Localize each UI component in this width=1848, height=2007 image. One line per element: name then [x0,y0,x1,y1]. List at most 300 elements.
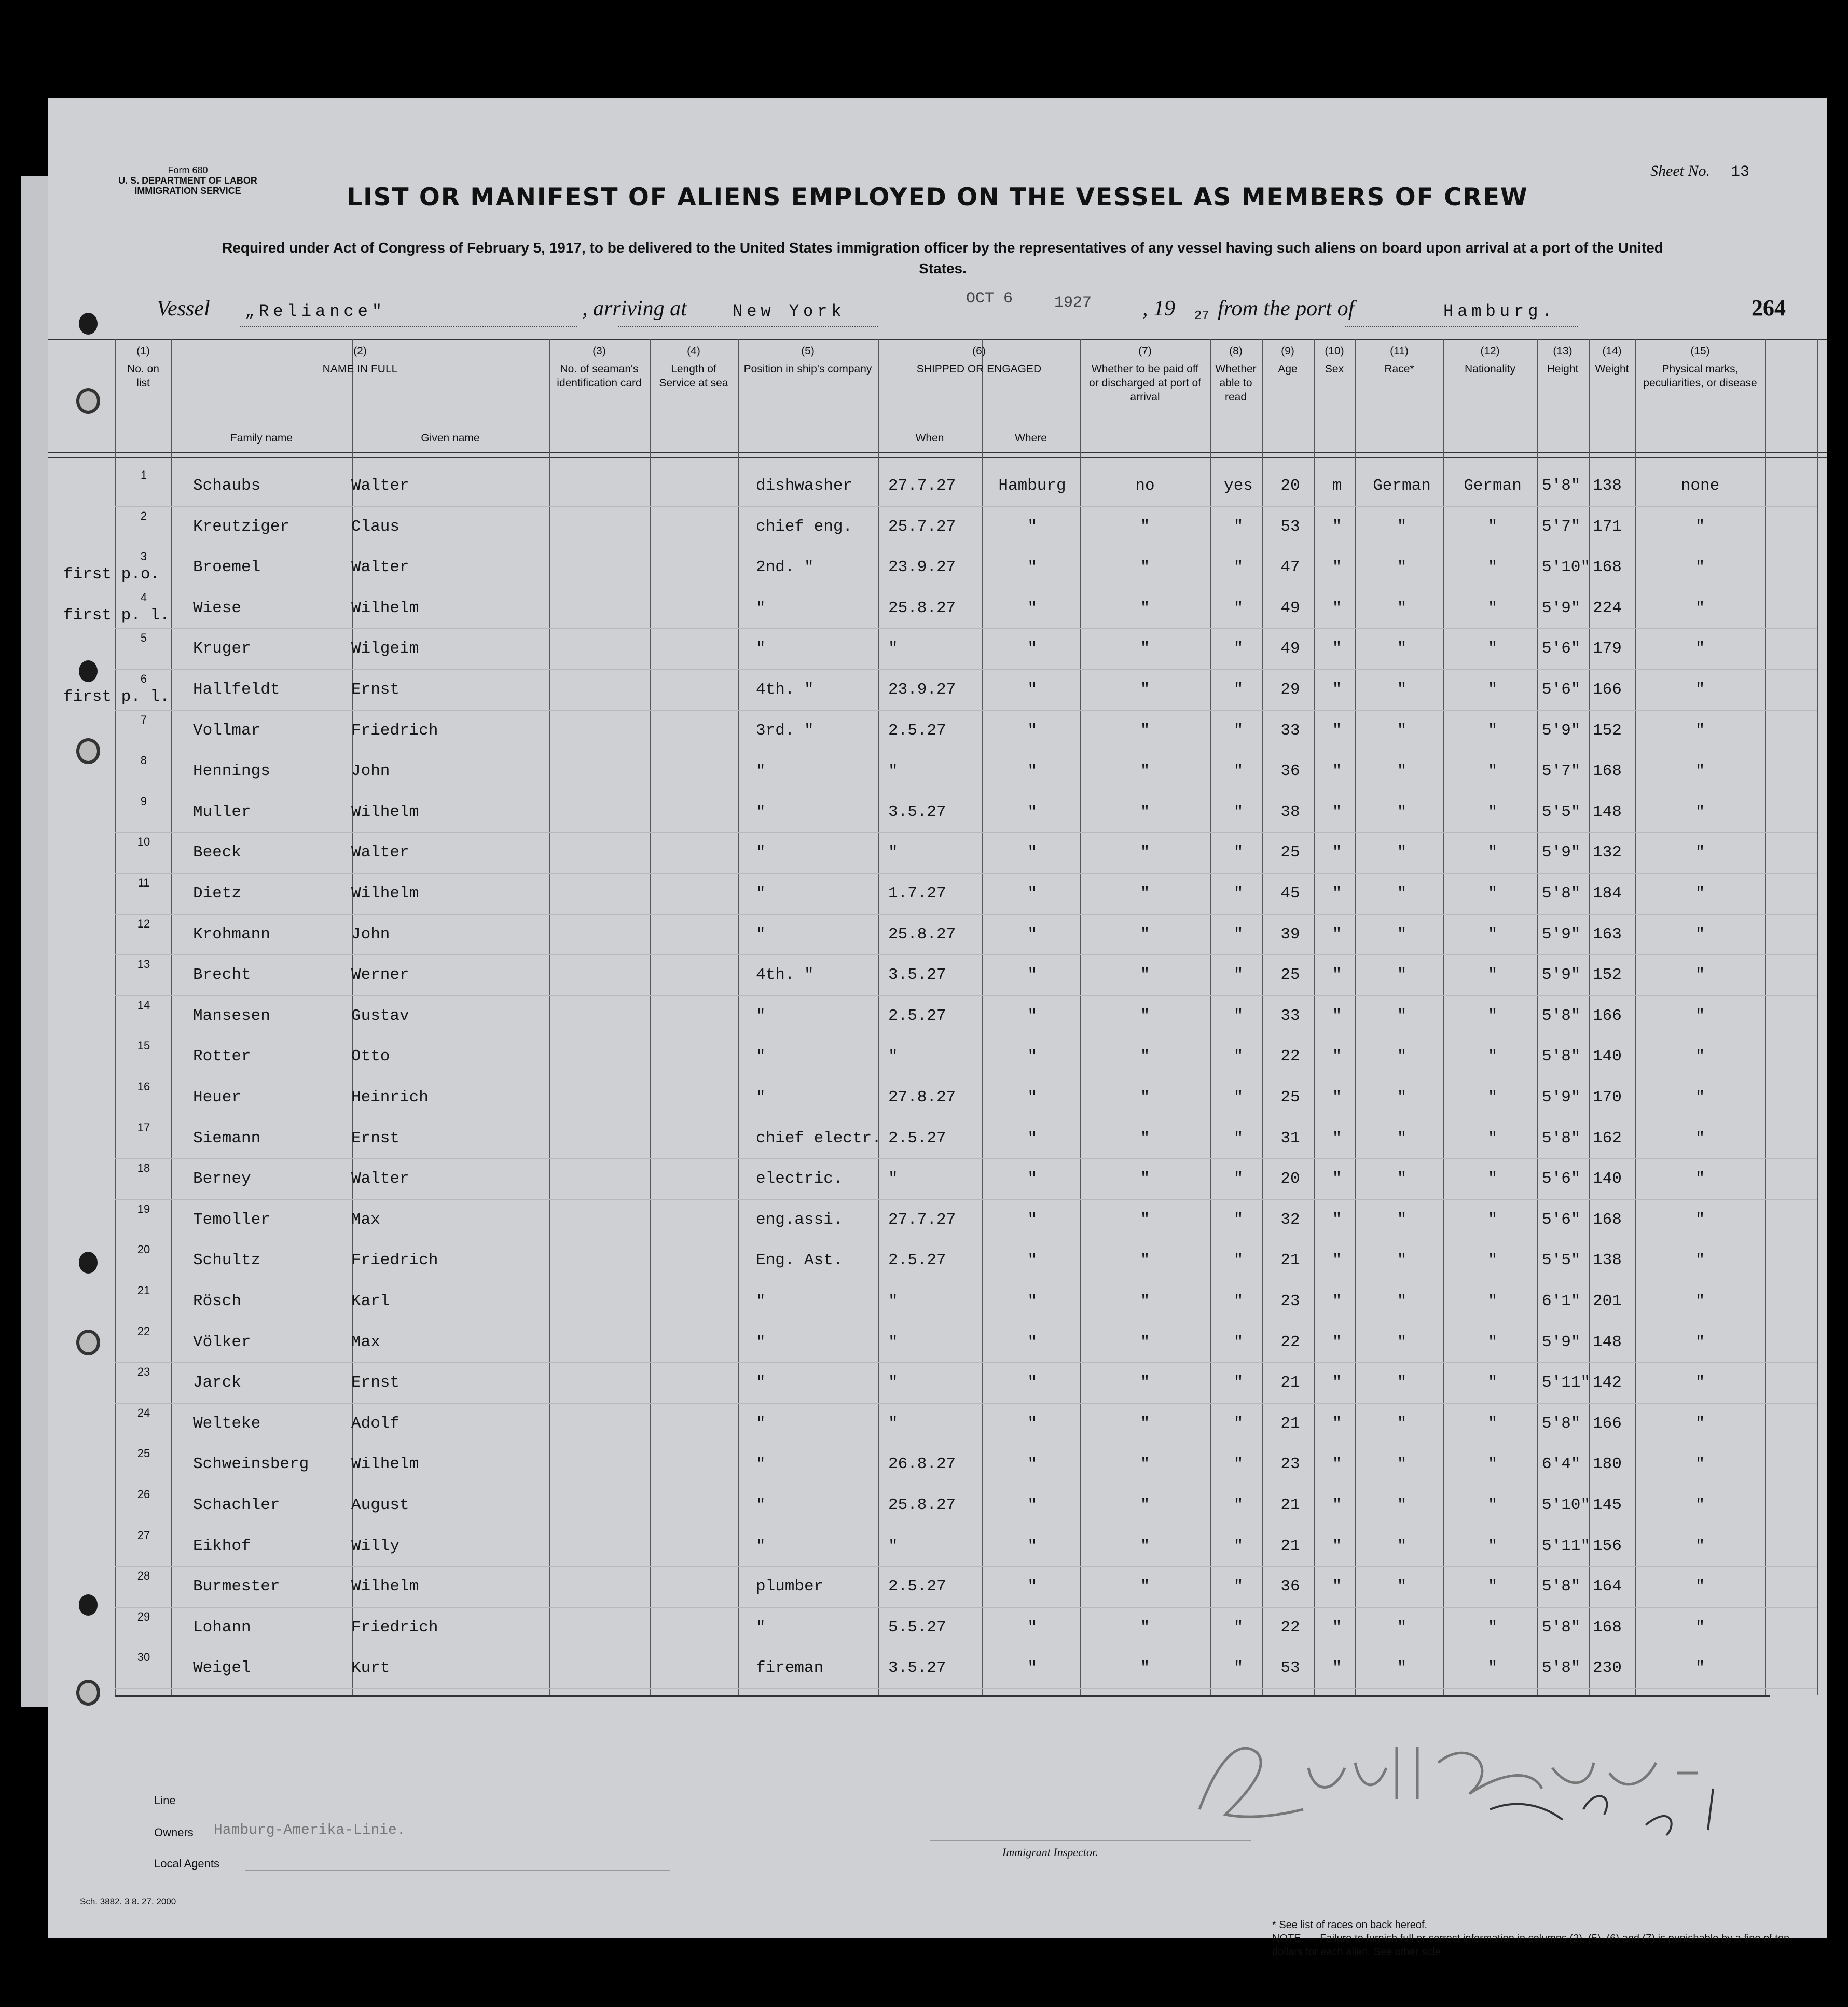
cell-family: Mansesen [193,1006,270,1025]
cell-height: 5'5" [1542,802,1581,821]
header-bottom-rule [48,452,1827,453]
cell-nationality: " [1487,1129,1498,1147]
column-label: Whether to be paid off or discharged at port of arrival [1089,363,1201,403]
owners-label: Owners [154,1826,194,1839]
cell-position: " [756,640,766,658]
column-header [650,344,738,390]
cell-sex: " [1332,966,1342,985]
cell-nationality: " [1487,599,1498,617]
print-code: Sch. 3882. 3 8. 27. 2000 [80,1897,176,1906]
cell-weight: 132 [1593,843,1622,862]
cell-sex: " [1332,640,1342,658]
owners-value: Hamburg-Amerika-Linie. [214,1822,406,1838]
table-column-rule [1314,339,1315,1695]
cell-family: Hennings [193,762,270,781]
cell-height: 5'10" [1542,1496,1591,1514]
table-column-rule [1080,339,1081,1695]
inspector-signature [1179,1706,1801,1840]
cell-nationality: " [1487,721,1498,740]
table-column-rule [549,339,550,1695]
cell-height: 5'8" [1542,1129,1581,1147]
cell-position: " [756,1088,766,1106]
table-top-rule [48,339,1827,340]
cell-given: Friedrich [351,1251,438,1270]
cell-when: " [888,640,898,658]
cell-position: chief electr. [756,1129,881,1147]
cell-paid: " [1140,1455,1150,1474]
cell-where: " [1027,1455,1037,1474]
cell-height: 5'9" [1542,1333,1581,1351]
cell-paid: " [1140,1496,1150,1514]
column-header [878,344,1080,376]
cell-given: John [351,762,390,781]
table-column-rule [1589,339,1590,1695]
cell-race: " [1397,1496,1407,1514]
cell-paid: " [1140,721,1150,740]
cell-sex: " [1332,1129,1342,1147]
races-note: * See list of races on back hereof. [1272,1919,1428,1931]
cell-sex: m [1332,477,1342,495]
row-rule [115,1199,1817,1200]
cell-height: 5'9" [1542,1088,1581,1106]
cell-position: 3rd. " [756,721,814,740]
column-header [171,344,549,376]
row-number: 8 [140,754,147,767]
cell-given: Ernst [351,1374,400,1392]
cell-read: " [1233,517,1244,536]
cell-paid: " [1140,1659,1150,1678]
cell-height: 5'9" [1542,843,1581,862]
cell-sex: " [1332,1210,1342,1229]
cell-paid: " [1140,1292,1150,1310]
cell-when: " [888,1414,898,1433]
margin-note: first p. l. [63,606,170,625]
cell-age: 53 [1280,517,1300,536]
cell-position: " [756,1047,766,1066]
cell-race: " [1397,802,1407,821]
row-rule [115,506,1817,507]
cell-race: " [1397,1455,1407,1474]
cell-age: 25 [1280,966,1300,985]
cell-paid: " [1140,1577,1150,1596]
cell-family: Brecht [193,966,251,985]
column-number: (14) [1602,345,1622,357]
cell-where: " [1027,1006,1037,1025]
cell-paid: no [1135,477,1155,495]
cell-family: Welteke [193,1414,261,1433]
cell-family: Weigel [193,1659,251,1678]
cell-read: " [1233,1496,1244,1514]
cell-race: " [1397,1333,1407,1351]
cell-race: " [1397,1292,1407,1310]
cell-position: dishwasher [756,477,853,495]
footnotes [1272,1918,1791,1959]
cell-read: " [1233,802,1244,821]
vessel-dotted-line [240,326,577,327]
cell-read: " [1233,1251,1244,1270]
column-number: (9) [1281,345,1294,357]
cell-when: 3.5.27 [888,966,946,985]
cell-when: " [888,1537,898,1555]
cell-height: 5'5" [1542,1251,1581,1270]
cell-position: " [756,1006,766,1025]
cell-given: Friedrich [351,721,438,740]
cell-nationality: German [1464,477,1522,495]
table-column-rule [738,339,739,1695]
cell-paid: " [1140,1414,1150,1433]
cell-given: Werner [351,966,409,985]
cell-age: 36 [1280,762,1300,781]
cell-position: " [756,1496,766,1514]
cell-family: Broemel [193,558,261,577]
cell-marks: " [1695,599,1705,617]
cell-nationality: " [1487,1496,1498,1514]
cell-where: " [1027,1333,1037,1351]
sheet-number [1650,162,1749,181]
cell-family: Beeck [193,843,242,862]
cell-given: Karl [351,1292,390,1310]
cell-paid: " [1140,640,1150,658]
cell-weight: 140 [1593,1047,1622,1066]
column-label: SHIPPED OR ENGAGED [916,363,1042,375]
fine-note: NOTE. — Failure to furnish full or correct information in columns (2), (5), (6) and (7) is punishable by a fine of ten dollars for each alien. See other side. [1272,1933,1790,1958]
cell-sex: " [1332,884,1342,903]
table-column-rule [982,339,983,1695]
cell-weight: 170 [1593,1088,1622,1106]
cell-age: 53 [1280,1659,1300,1678]
cell-marks: " [1695,640,1705,658]
column-number: (5) [801,345,815,357]
agents-rule [245,1870,670,1871]
cell-marks: " [1695,762,1705,781]
crew-table [48,339,1827,1807]
cell-when: 2.5.27 [888,1129,946,1147]
cell-read: " [1233,1618,1244,1637]
cell-weight: 148 [1593,1333,1622,1351]
column-number: (3) [592,345,606,357]
cell-given: Adolf [351,1414,400,1433]
cell-race: " [1397,884,1407,903]
cell-weight: 168 [1593,558,1622,577]
cell-nationality: " [1487,1292,1498,1310]
cell-age: 21 [1280,1496,1300,1514]
cell-sex: " [1332,1047,1342,1066]
cell-where: " [1027,1537,1037,1555]
cell-nationality: " [1487,1414,1498,1433]
cell-family: Hallfeldt [193,681,280,699]
cell-paid: " [1140,517,1150,536]
cell-race: " [1397,721,1407,740]
row-rule [115,1158,1817,1159]
row-number: 21 [137,1284,150,1297]
cell-when: 2.5.27 [888,721,946,740]
row-number: 22 [137,1324,150,1338]
cell-position: " [756,843,766,862]
cell-nationality: " [1487,681,1498,699]
column-label: Sex [1325,363,1344,375]
cell-read: " [1233,1047,1244,1066]
cell-given: Wilhelm [351,599,419,617]
table-column-rule [1262,339,1263,1695]
cell-height: 5'7" [1542,762,1581,781]
cell-where: " [1027,925,1037,944]
row-number: 6 [140,672,147,685]
column-label: Weight [1595,363,1629,375]
cell-nationality: " [1487,966,1498,985]
cell-nationality: " [1487,1618,1498,1637]
cell-age: 23 [1280,1292,1300,1310]
cell-age: 25 [1280,1088,1300,1106]
cell-when: 27.7.27 [888,477,956,495]
column-header [115,344,171,390]
cell-age: 22 [1280,1618,1300,1637]
table-column-rule [115,339,116,1695]
voyage-line [157,287,1817,328]
column-number: (15) [1690,345,1710,357]
cell-age: 32 [1280,1210,1300,1229]
cell-nationality: " [1487,925,1498,944]
cell-race: " [1397,1577,1407,1596]
vessel-name: „Reliance" [245,302,387,321]
cell-when: " [888,1170,898,1188]
cell-weight: 168 [1593,1618,1622,1637]
cell-where: " [1027,721,1037,740]
binding-hole [79,660,98,682]
cell-family: Kruger [193,640,251,658]
cell-when: 25.8.27 [888,599,956,617]
row-number: 1 [140,468,147,481]
row-number: 24 [137,1406,150,1419]
cell-position: " [756,925,766,944]
cell-position: 4th. " [756,966,814,985]
cell-when: 23.9.27 [888,558,956,577]
cell-age: 25 [1280,843,1300,862]
cell-race: " [1397,558,1407,577]
cell-given: Friedrich [351,1618,438,1637]
cell-marks: " [1695,1088,1705,1106]
cell-when: 5.5.27 [888,1618,946,1637]
cell-paid: " [1140,843,1150,862]
cell-marks: " [1695,1414,1705,1433]
cell-read: " [1233,1088,1244,1106]
cell-age: 21 [1280,1414,1300,1433]
table-column-rule [650,339,651,1695]
cell-weight: 180 [1593,1455,1622,1474]
cell-paid: " [1140,599,1150,617]
cell-paid: " [1140,558,1150,577]
cell-age: 23 [1280,1455,1300,1474]
column-header [1355,344,1443,376]
cell-weight: 166 [1593,1414,1622,1433]
cell-weight: 163 [1593,925,1622,944]
cell-where: " [1027,1210,1037,1229]
cell-family: Siemann [193,1129,261,1147]
cell-family: Schaubs [193,477,261,495]
cell-nationality: " [1487,558,1498,577]
row-rule [115,954,1817,955]
cell-position: " [756,1374,766,1392]
cell-sex: " [1332,1577,1342,1596]
cell-nationality: " [1487,1333,1498,1351]
cell-where: Hamburg [998,477,1066,495]
table-column-rule [1765,339,1766,1695]
cell-read: " [1233,1006,1244,1025]
date-stamp: OCT 6 [966,290,1013,308]
cell-family: Rösch [193,1292,242,1310]
row-rule [115,1403,1817,1404]
cell-where: " [1027,1129,1037,1147]
cell-race: " [1397,1618,1407,1637]
cell-marks: " [1695,1170,1705,1188]
cell-when: 2.5.27 [888,1251,946,1270]
cell-read: " [1233,681,1244,699]
cell-sex: " [1332,558,1342,577]
cell-family: Muller [193,802,251,821]
cell-age: 45 [1280,884,1300,903]
cell-nationality: " [1487,1210,1498,1229]
cell-age: 21 [1280,1251,1300,1270]
column-label: NAME IN FULL [322,363,398,375]
cell-nationality: " [1487,762,1498,781]
cell-where: " [1027,1659,1037,1678]
cell-race: " [1397,1537,1407,1555]
column-header [1314,344,1355,376]
cell-family: Dietz [193,884,242,903]
cell-sex: " [1332,1414,1342,1433]
cell-family: Vollmar [193,721,261,740]
cell-race: " [1397,925,1407,944]
cell-when: 27.8.27 [888,1088,956,1106]
cell-sex: " [1332,1251,1342,1270]
cell-where: " [1027,762,1037,781]
cell-where: " [1027,599,1037,617]
cell-nationality: " [1487,1047,1498,1066]
row-rule [115,873,1817,874]
cell-sex: " [1332,1170,1342,1188]
row-number: 13 [137,958,150,971]
cell-height: 5'8" [1542,477,1581,495]
table-column-rule [1210,339,1211,1695]
row-rule [115,669,1817,670]
cell-given: Willy [351,1537,400,1555]
cell-read: " [1233,1333,1244,1351]
cell-when: 25.8.27 [888,925,956,944]
cell-marks: " [1695,1129,1705,1147]
cell-given: Max [351,1333,380,1351]
service-name: IMMIGRATION SERVICE [134,186,241,196]
cell-sex: " [1332,762,1342,781]
cell-family: Jarck [193,1374,242,1392]
cell-height: 5'8" [1542,1577,1581,1596]
row-number: 9 [140,794,147,808]
column-sub-label: Family name [230,432,293,444]
cell-age: 33 [1280,721,1300,740]
binding-ring [76,388,100,414]
column-sub-label: When [915,432,944,444]
from-port: Hamburg. [1443,302,1556,321]
cell-given: Walter [351,1170,409,1188]
cell-weight: 168 [1593,1210,1622,1229]
cell-position: " [756,1618,766,1637]
cell-height: 5'10" [1542,558,1591,577]
cell-weight: 152 [1593,966,1622,985]
cell-where: " [1027,681,1037,699]
column-label: Nationality [1464,363,1516,375]
cell-weight: 164 [1593,1577,1622,1596]
cell-read: " [1233,599,1244,617]
cell-position: " [756,1333,766,1351]
cell-weight: 140 [1593,1170,1622,1188]
column-label: Physical marks, peculiarities, or disease [1643,363,1757,389]
cell-given: Wilgeim [351,640,419,658]
cell-race: " [1397,1414,1407,1433]
cell-where: " [1027,558,1037,577]
cell-when: " [888,1047,898,1066]
cell-weight: 148 [1593,802,1622,821]
cell-age: 49 [1280,599,1300,617]
cell-where: " [1027,1047,1037,1066]
table-column-rule [1443,339,1444,1695]
cell-position: plumber [756,1577,824,1596]
cell-position: 2nd. " [756,558,814,577]
from-label: from the port of [1218,297,1355,321]
cell-when: 26.8.27 [888,1455,956,1474]
cell-sex: " [1332,1455,1342,1474]
cell-position: fireman [756,1659,824,1678]
cell-marks: " [1695,721,1705,740]
cell-where: " [1027,802,1037,821]
cell-height: 6'1" [1542,1292,1581,1310]
cell-height: 5'9" [1542,599,1581,617]
row-number: 19 [137,1202,150,1215]
cell-weight: 156 [1593,1537,1622,1555]
cell-sex: " [1332,1659,1342,1678]
cell-position: 4th. " [756,681,814,699]
cell-marks: none [1680,477,1720,495]
cell-position: " [756,1292,766,1310]
cell-sex: " [1332,681,1342,699]
cell-family: Rotter [193,1047,251,1066]
cell-given: Wilhelm [351,802,419,821]
cell-nationality: " [1487,1088,1498,1106]
row-number: 17 [137,1120,150,1134]
cell-nationality: " [1487,802,1498,821]
row-number: 3 [140,550,147,563]
cell-paid: " [1140,1006,1150,1025]
cell-family: Heuer [193,1088,242,1106]
cell-where: " [1027,884,1037,903]
row-number: 27 [137,1528,150,1542]
cell-marks: " [1695,884,1705,903]
column-label: Length of Service at sea [659,363,728,389]
cell-height: 5'8" [1542,1006,1581,1025]
cell-where: " [1027,1414,1037,1433]
cell-position: electric. [756,1170,843,1188]
cell-age: 38 [1280,802,1300,821]
row-number: 30 [137,1651,150,1664]
cell-marks: " [1695,966,1705,985]
row-rule [115,1607,1817,1608]
cell-sex: " [1332,1374,1342,1392]
row-number: 12 [137,917,150,930]
cell-race: " [1397,681,1407,699]
binding-hole [79,313,98,335]
cell-sex: " [1332,721,1342,740]
column-label: Position in ship's company [743,363,872,375]
cell-weight: 145 [1593,1496,1622,1514]
cell-paid: " [1140,1210,1150,1229]
cell-given: Kurt [351,1659,390,1678]
